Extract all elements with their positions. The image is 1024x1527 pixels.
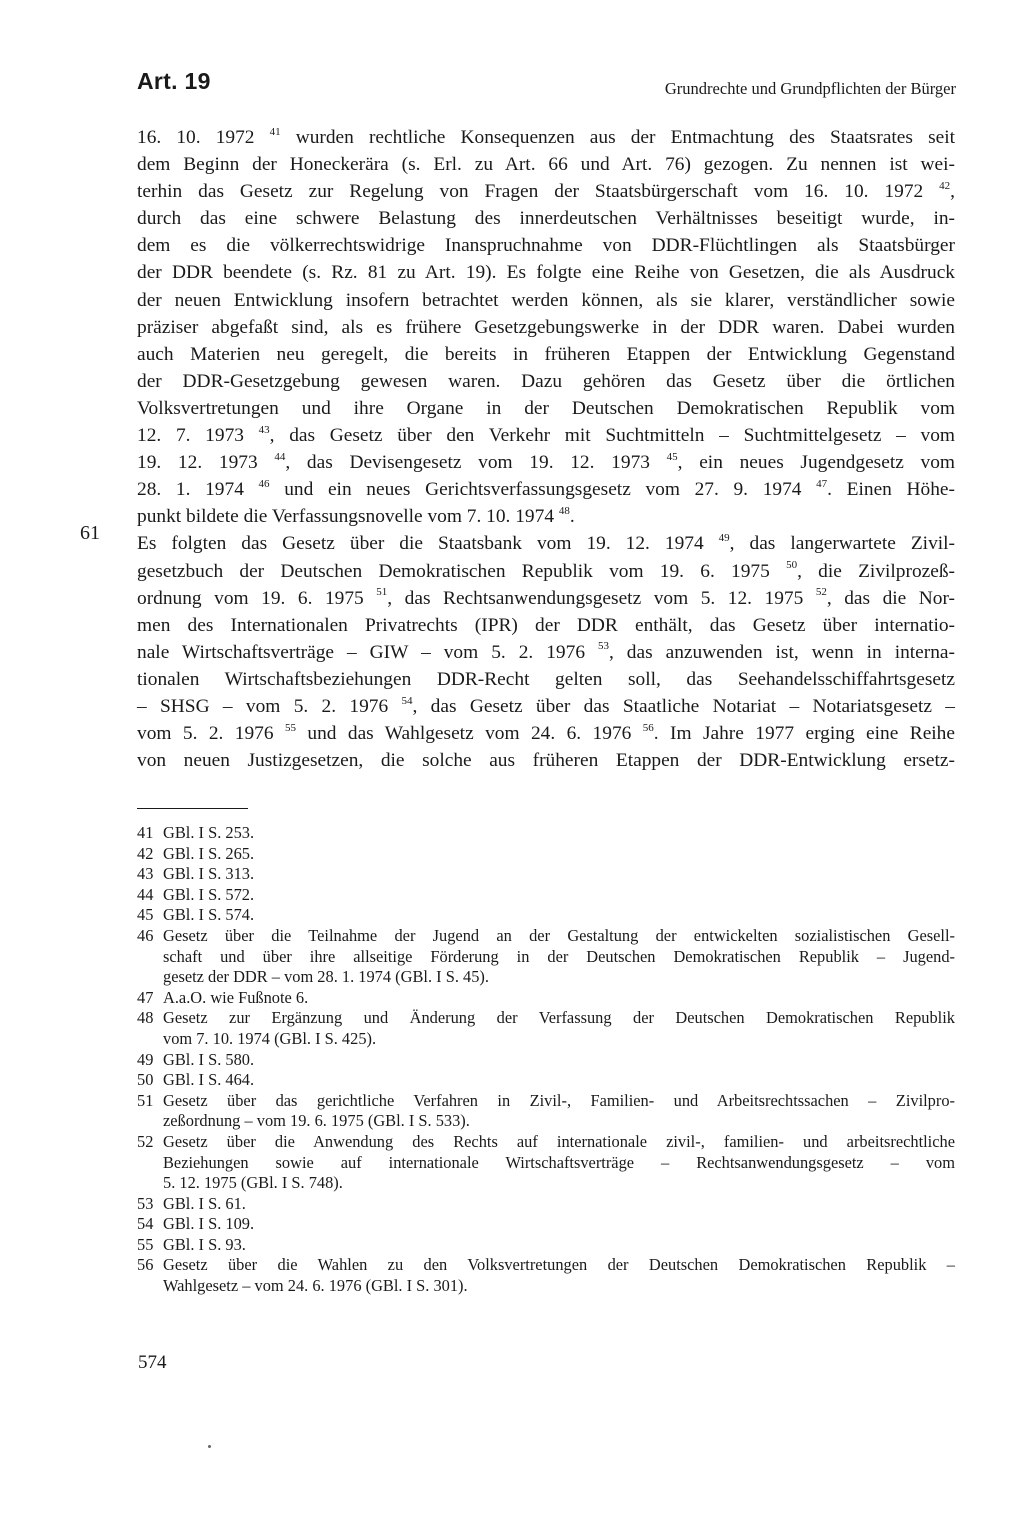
- footnote: [137, 1194, 955, 1215]
- footnote-number: 48: [137, 1008, 154, 1028]
- body-line: durch das eine schwere Belastung des innerdeutschen Verhältnisses beseitigt wurde, in-: [137, 208, 955, 230]
- footnote-number: 50: [137, 1070, 154, 1090]
- footnote-text: GBl. I S. 109.: [163, 1214, 255, 1234]
- footnote: [137, 988, 955, 1009]
- body-line: vom 5. 2. 1976 $^{55}$ und das Wahlgesetz vom 24. 6. 1976 $^{56}$. Im Jahre 1977 erging eine Reihe: [137, 721, 955, 745]
- running-header-article: Art. 19: [137, 68, 211, 94]
- body-line: terhin das Gesetz zur Regelung von Fragen der Staatsbürgerschaft vom 16. 10. 1972 $^{42}$,: [137, 179, 955, 203]
- body-text: [137, 124, 955, 774]
- body-line: auch Materien neu geregelt, die bereits in früheren Etappen der Entwicklung Gegenstand: [137, 343, 955, 365]
- footnote-number: 42: [137, 843, 154, 863]
- footnote: [137, 905, 955, 926]
- footnote-number: 45: [137, 905, 154, 925]
- body-line: men des Internationalen Privatrechts (IPR) der DDR enthält, das Gesetz über internatio-: [137, 614, 955, 636]
- body-line: von neuen Justizgesetzen, die solche aus früheren Etappen der DDR-Entwicklung ersetz-: [137, 750, 955, 772]
- footnote-text: zeßordnung – vom 19. 6. 1975 (GBl. I S. 533).: [163, 1111, 470, 1131]
- body-line: 19. 12. 1973 $^{44}$, das Devisengesetz vom 19. 12. 1973 $^{45}$, ein neues Jugendgesetz vom: [137, 450, 955, 474]
- footnote-text: Beziehungen sowie auf internationale Wirtschaftsverträge – Rechtsanwendungsgesetz – vom: [163, 1152, 955, 1172]
- footnote: [137, 1091, 955, 1132]
- footnote: [137, 1132, 955, 1194]
- footnote: [137, 823, 955, 844]
- footnote-text: GBl. I S. 313.: [163, 864, 255, 884]
- footnote-text: Gesetz über die Wahlen zu den Volksvertretungen der Deutschen Demokratischen Republik –: [163, 1255, 955, 1275]
- footnote: [137, 1050, 955, 1071]
- body-line: ordnung vom 19. 6. 1975 $^{51}$, das Rechtsanwendungsgesetz vom 5. 12. 1975 $^{52}$, das die Nor-: [137, 586, 956, 609]
- footnote-text: GBl. I S. 253.: [163, 823, 255, 842]
- footnote-number: 44: [137, 884, 154, 904]
- footnote-text: GBl. I S. 93.: [163, 1234, 246, 1254]
- footnote-number: 52: [137, 1131, 154, 1151]
- page-number: 574: [138, 1352, 167, 1373]
- footnote-number: 49: [137, 1049, 154, 1069]
- footnote-number: 43: [137, 864, 154, 884]
- footnote-text: gesetz der DDR – vom 28. 1. 1974 (GBl. I S. 45).: [163, 967, 489, 987]
- footnote-text: A.a.O. wie Fußnote 6.: [163, 987, 309, 1007]
- footnote-text: Gesetz über die Anwendung des Rechts auf internationale zivil-, familien- und arbeitsrechtliche: [163, 1131, 955, 1151]
- footnote-text: GBl. I S. 580.: [163, 1049, 255, 1069]
- footnote-text: GBl. I S. 464.: [163, 1070, 255, 1090]
- body-line: 28. 1. 1974 $^{46}$ und ein neues Gerichtsverfassungsgesetz vom 27. 9. 1974 $^{47}$. Einen Höhe-: [137, 477, 955, 501]
- footnote: [137, 1255, 955, 1296]
- footnote-number: 51: [137, 1090, 154, 1110]
- footnote: [137, 1235, 955, 1256]
- footnote-text: 5. 12. 1975 (GBl. I S. 748).: [163, 1173, 343, 1193]
- footnote-text: GBl. I S. 61.: [163, 1193, 246, 1213]
- body-line: 12. 7. 1973 $^{43}$, das Gesetz über den Verkehr mit Suchtmitteln – Suchtmittelgesetz – vom: [137, 423, 955, 447]
- body-line: dem es die völkerrechtswidrige Inanspruchnahme von DDR-Flüchtlingen als Staatsbürger: [137, 235, 955, 257]
- body-line: der DDR-Gesetzgebung gewesen waren. Dazu gehören das Gesetz über die örtlichen: [137, 370, 955, 392]
- footnote-text: vom 7. 10. 1974 (GBl. I S. 425).: [163, 1028, 377, 1048]
- body-line: der neuen Entwicklung insofern betrachtet werden können, als sie klarer, verständlicher sowie: [137, 289, 955, 311]
- footnote: [137, 885, 955, 906]
- footnote-text: GBl. I S. 572.: [163, 884, 255, 904]
- footnote: [137, 1214, 955, 1235]
- footnotes: [137, 823, 955, 1297]
- body-line: der DDR beendete (s. Rz. 81 zu Art. 19). Es folgte eine Reihe von Gesetzen, die als Ausdruck: [137, 262, 955, 284]
- running-header-section: Grundrechte und Grundpflichten der Bürger: [664, 79, 956, 98]
- footnote-number: 54: [137, 1214, 154, 1234]
- body-line: – SHSG – vom 5. 2. 1976 $^{54}$, das Gesetz über das Staatliche Notariat – Notariatsgesetz –: [137, 694, 955, 717]
- body-line: gesetzbuch der Deutschen Demokratischen Republik vom 19. 6. 1975 $^{50}$, die Zivilprozeß-: [137, 559, 956, 582]
- footnote: [137, 1070, 955, 1091]
- body-line: tionalen Wirtschaftsbeziehungen DDR-Recht gelten soll, das Seehandelsschiffahrtsgesetz: [137, 668, 955, 690]
- scan-speck: [208, 1445, 211, 1448]
- footnote-number: 47: [137, 987, 154, 1007]
- footnote: [137, 1008, 955, 1049]
- footnote: [137, 864, 955, 885]
- footnote-text: GBl. I S. 574.: [163, 905, 255, 925]
- body-line: 16. 10. 1972 $^{41}$ wurden rechtliche Konsequenzen aus der Entmachtung des Staatsrates seit: [137, 125, 955, 148]
- body-line: präziser abgefaßt sind, als es frühere Gesetzgebungswerke in der DDR waren. Dabei wurden: [137, 316, 955, 338]
- body-line: punkt bildete die Verfassungsnovelle vom 7. 10. 1974 $^{48}$.: [137, 504, 575, 528]
- footnote-number: 53: [137, 1193, 154, 1213]
- body-line: nale Wirtschaftsverträge – GIW – vom 5. 2. 1976 $^{53}$, das anzuwenden ist, wenn in interna-: [137, 640, 955, 663]
- footnote-number: 55: [137, 1234, 154, 1254]
- footnote-text: Gesetz zur Ergänzung und Änderung der Verfassung der Deutschen Demokratischen Republik: [163, 1008, 955, 1028]
- footnote-separator: [137, 808, 248, 809]
- footnote: [137, 844, 955, 865]
- body-line: Volksvertretungen und ihre Organe in der Deutschen Demokratischen Republik vom: [137, 397, 955, 419]
- footnote-text: Gesetz über die Teilnahme der Jugend an der Gestaltung der entwickelten sozialistischen Gesell-: [163, 925, 955, 945]
- footnote-number: 46: [137, 925, 154, 945]
- footnote-text: GBl. I S. 265.: [163, 843, 255, 863]
- footnote-number: 56: [137, 1255, 154, 1275]
- footnote-text: schaft und über ihre allseitige Förderung in der Deutschen Demokratischen Republik – Jugend-: [163, 946, 955, 966]
- footnote-text: Wahlgesetz – vom 24. 6. 1976 (GBl. I S. 301).: [163, 1276, 468, 1296]
- footnote: [137, 926, 955, 988]
- footnote-text: Gesetz über das gerichtliche Verfahren in Zivil-, Familien- und Arbeitsrechtssachen – Zivilpro-: [163, 1090, 955, 1110]
- body-line: Es folgten das Gesetz über die Staatsbank vom 19. 12. 1974 $^{49}$, das langerwartete Zivil-: [137, 531, 955, 555]
- footnote-number: 41: [137, 823, 154, 842]
- body-line: dem Beginn der Honeckerära (s. Erl. zu Art. 66 und Art. 76) gezogen. Zu nennen ist wei-: [137, 154, 955, 176]
- margin-number: 61: [80, 522, 100, 544]
